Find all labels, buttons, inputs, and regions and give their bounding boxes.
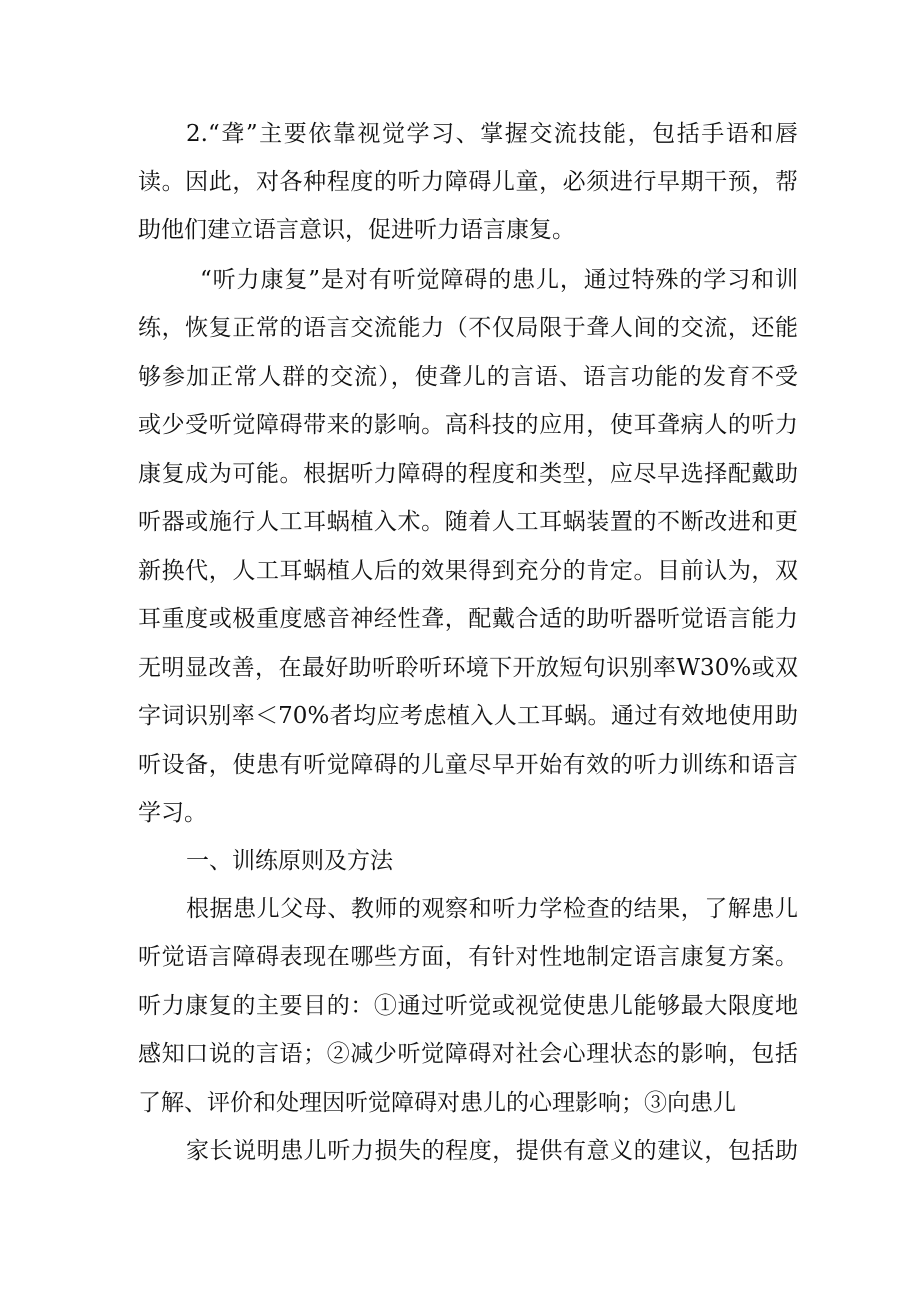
paragraph-2-line-8: 耳重度或极重度感音神经性聋，配戴合适的助听器听觉语言能力 [138, 606, 798, 632]
paragraph-2-line-9: 无明显改善，在最好助听聆听环境下开放短句识别率W30%或双 [138, 655, 798, 681]
paragraph-3-line-5: 了解、评价和处理因听觉障碍对患儿的心理影响；③向患儿 [138, 1090, 736, 1116]
paragraph-4-line-1: 家长说明患儿听力损失的程度，提供有意义的建议，包括助 [186, 1138, 798, 1164]
paragraph-2-line-1: “听力康复”是对有听觉障碍的患儿，通过特殊的学习和训 [200, 267, 798, 293]
paragraph-2-line-10: 字词识别率＜70%者均应考虑植入人工耳蜗。通过有效地使用助 [138, 703, 798, 729]
paragraph-1-line-1: 2.“聋”主要依靠视觉学习、掌握交流技能，包括手语和唇 [186, 121, 798, 147]
paragraph-3-line-2: 听觉语言障碍表现在哪些方面，有针对性地制定语言康复方案。 [138, 944, 798, 970]
paragraph-2-line-12: 学习。 [138, 800, 207, 826]
paragraph-2-line-11: 听设备，使患有听觉障碍的儿童尽早开始有效的听力训练和语言 [138, 752, 798, 778]
paragraph-2-line-6: 听器或施行人工耳蜗植入术。随着人工耳蜗装置的不断改进和更 [138, 509, 798, 535]
paragraph-2-line-5: 康复成为可能。根据听力障碍的程度和类型，应尽早选择配戴助 [138, 461, 798, 487]
paragraph-3-line-4: 感知口说的言语；②减少听觉障碍对社会心理状态的影响，包括 [138, 1041, 798, 1067]
paragraph-1-line-3: 助他们建立语言意识，促进听力语言康复。 [138, 217, 575, 243]
paragraph-2-line-4: 或少受听觉障碍带来的影响。高科技的应用，使耳聋病人的听力 [138, 412, 798, 438]
paragraph-3-line-1: 根据患儿父母、教师的观察和听力学检查的结果，了解患儿 [186, 896, 798, 922]
section-heading: 一、训练原则及方法 [186, 848, 393, 874]
paragraph-2-line-2: 练，恢复正常的语言交流能力（不仅局限于聋人间的交流，还能 [138, 315, 798, 341]
paragraph-2-line-7: 新换代，人工耳蜗植人后的效果得到充分的肯定。目前认为，双 [138, 558, 798, 584]
paragraph-2-line-3: 够参加正常人群的交流），使聋儿的言语、语言功能的发育不受 [138, 364, 798, 390]
paragraph-1-line-2: 读。因此，对各种程度的听力障碍儿童，必须进行早期干预，帮 [138, 169, 798, 195]
paragraph-3-line-3: 听力康复的主要目的：①通过听觉或视觉使患儿能够最大限度地 [138, 993, 798, 1019]
